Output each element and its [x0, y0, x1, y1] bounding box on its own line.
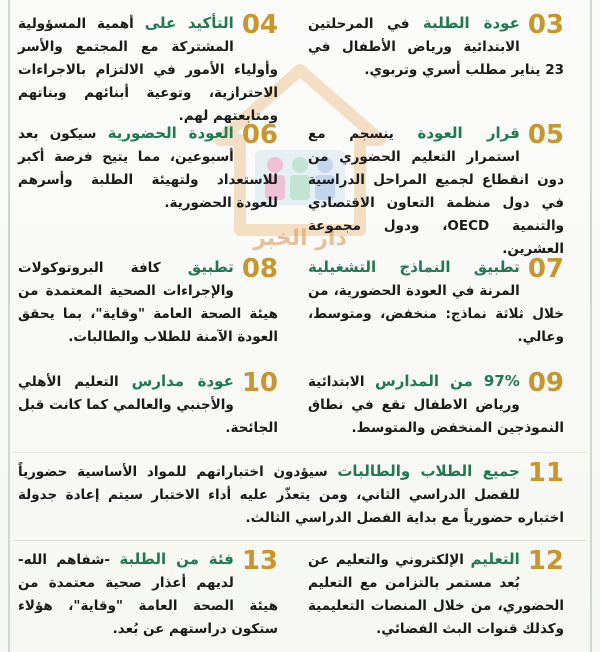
item-number: 12: [527, 546, 564, 576]
item-05: [308, 122, 564, 261]
left-frame-line: [0, 0, 10, 652]
item-body: التعليم الأهلي والأجنبي والعالمي كما كانت قبل الجائحة.: [18, 374, 278, 436]
item-body: سيكون بعد أسبوعين، مما يتيح فرصة أكبر للاستعداد ولتهيئة الطلبة وأسرهم للعودة الحضورية.: [18, 126, 278, 211]
item-number: 05: [527, 120, 564, 150]
item-title: التعليم: [470, 550, 520, 568]
item-body: المرنة في العودة الحضورية، من خلال ثلاثة نماذج: منخفض، ومتوسط، وعالي.: [308, 283, 564, 345]
item-number: 10: [241, 368, 278, 398]
item-body: -شفاهم الله- لديهم أعذار صحية معتمدة من هيئة الصحة العامة "وقاية"، هؤلاء ستكون دراستهم عن بُعد.: [18, 552, 278, 637]
item-12: [308, 548, 564, 641]
item-title: عودة مدارس: [131, 372, 234, 390]
item-title: تطبيق: [187, 258, 234, 276]
section-divider: [14, 540, 586, 541]
item-number: 11: [527, 458, 564, 488]
right-frame-line: [590, 0, 600, 652]
watermark-text: دار الخبر: [253, 226, 347, 251]
item-number: 07: [527, 254, 564, 284]
item-body: سيؤدون اختباراتهم للمواد الأساسية حضورياً للفصل الدراسي الثاني، ومن يتعذّر عليه أداء الاختبار سيتم إعادة جدولة اختباره حضورياً مع بداية الفصل الدراسي الثالث.: [18, 464, 564, 526]
item-title: 97% من المدارس: [375, 372, 520, 390]
item-03: [308, 12, 564, 82]
item-title: التأكيد على: [144, 14, 234, 32]
item-title: عودة الطلبة: [422, 14, 520, 32]
item-title: العودة الحضورية: [107, 124, 234, 142]
item-04: [18, 12, 278, 128]
section-divider: [14, 452, 586, 453]
item-07: [308, 256, 564, 349]
item-body: أهمية المسؤولية المشتركة مع المجتمع والأسر وأولياء الأمور في الالتزام بالاجراءات الاحترازية، وتوعية أبنائهم وبناتهم ومتابعتهم لهم.: [18, 16, 278, 124]
item-body: في المرحلتين الابتدائية ورياض الأطفال في 23 يناير مطلب أسري وتربوي.: [308, 16, 564, 78]
item-title: جميع الطلاب والطالبات: [337, 462, 520, 480]
item-body: الإلكتروني والتعليم عن بُعد مستمر بالتزامن مع التعليم الحضوري، من خلال المنصات التعليمية وكذلك قنوات البث الفضائي.: [308, 552, 564, 637]
item-number: 13: [241, 546, 278, 576]
item-title: فئة من الطلبة: [119, 550, 234, 568]
item-09: [308, 370, 564, 440]
item-title: تطبيق النماذج التشغيلية: [308, 258, 520, 276]
item-number: 03: [527, 10, 564, 40]
item-number: 08: [241, 254, 278, 284]
item-number: 06: [241, 120, 278, 150]
item-10: [18, 370, 278, 440]
item-body: ينسجم مع استمرار التعليم الحضوري من دون انقطاع لجميع المراحل الدراسية في دول منظمة التعاون الاقتصادي والتنمية OECD، ودول مجموعة العشرين.: [308, 126, 564, 257]
item-13: [18, 548, 278, 641]
item-body: كافة البروتوكولات والإجراءات الصحية المعتمدة من هيئة الصحة العامة "وقاية"، بما يحقق العودة الآمنة للطلاب والطالبات.: [18, 260, 278, 345]
item-number: 04: [241, 10, 278, 40]
item-number: 09: [527, 368, 564, 398]
item-11: [18, 460, 564, 530]
item-08: [18, 256, 278, 349]
item-body: الابتدائية ورياض الاطفال تقع في نطاق النموذجين المنخفض والمتوسط.: [308, 374, 564, 436]
item-06: [18, 122, 278, 215]
item-title: قرار العودة: [417, 124, 520, 142]
